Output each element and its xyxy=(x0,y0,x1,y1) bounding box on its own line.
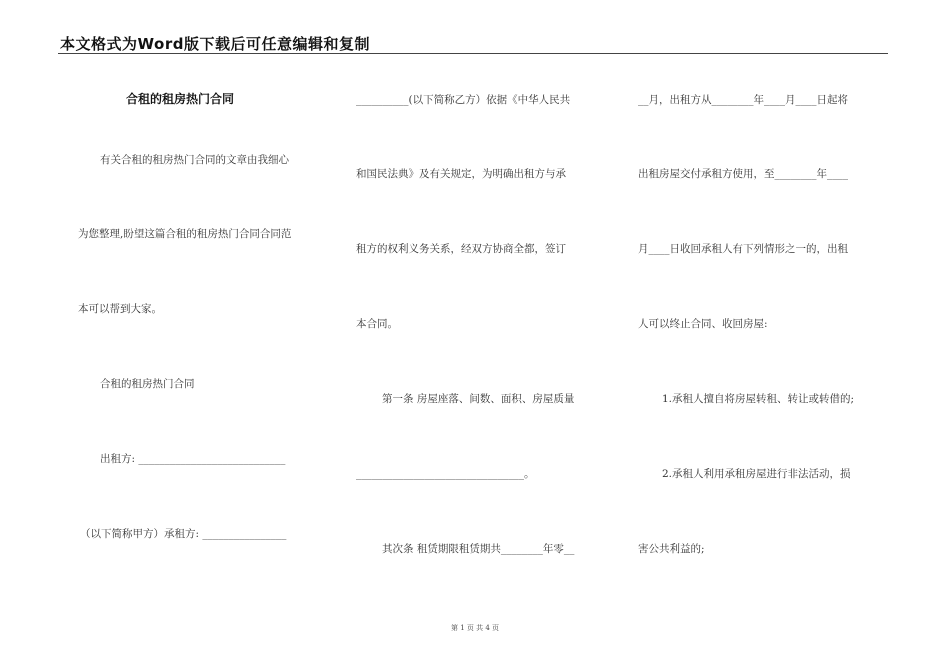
paragraph-line: （以下简称甲方）承租方: ________________ xyxy=(80,528,287,540)
paragraph-line: 第一条 房屋座落、间数、面积、房屋质量 xyxy=(382,393,575,405)
paragraph-line: 2.承租人利用承租房屋进行非法活动，损 xyxy=(662,468,851,480)
paragraph-line: 1.承租人擅自将房屋转租、转让或转借的; xyxy=(662,393,855,405)
page-number: 第 1 页 共 4 页 xyxy=(450,624,500,632)
paragraph-line: 月____日收回承租人有下列情形之一的，出租 xyxy=(638,243,848,255)
paragraph-line: __________(以下简称乙方）依据《中华人民共 xyxy=(356,94,571,106)
paragraph-line: 合租的租房热门合同 xyxy=(100,378,195,390)
paragraph-line: 租方的权利义务关系，经双方协商全都，签订 xyxy=(356,243,566,255)
paragraph-line: 和国民法典》及有关规定，为明确出租方与承 xyxy=(356,168,566,180)
paragraph-line: 害公共利益的; xyxy=(638,543,705,555)
paragraph-line: 其次条 租赁期限租赁期共________年零__ xyxy=(382,543,575,555)
paragraph-line: 出租房屋交付承租方使用，至________年____ xyxy=(638,168,848,180)
paragraph-line: __月，出租方从________年____月____日起将 xyxy=(638,94,848,106)
contract-title: 合租的租房热门合同 xyxy=(126,92,235,106)
header-title: 本文格式为Word版下载后可任意编辑和复制 xyxy=(60,35,370,53)
paragraph-line: ________________________________。 xyxy=(356,468,535,480)
paragraph-line: 本合同。 xyxy=(356,318,398,330)
paragraph-line: 本可以帮到大家。 xyxy=(78,303,162,315)
paragraph-line: 人可以终止合同、收回房屋: xyxy=(638,318,768,330)
header-divider xyxy=(58,53,888,54)
paragraph-line: 为您整理,盼望这篇合租的租房热门合同合同范 xyxy=(78,228,292,240)
paragraph-line: 出租方: ____________________________ xyxy=(100,453,286,465)
paragraph-line: 有关合租的租房热门合同的文章由我细心 xyxy=(100,154,289,166)
